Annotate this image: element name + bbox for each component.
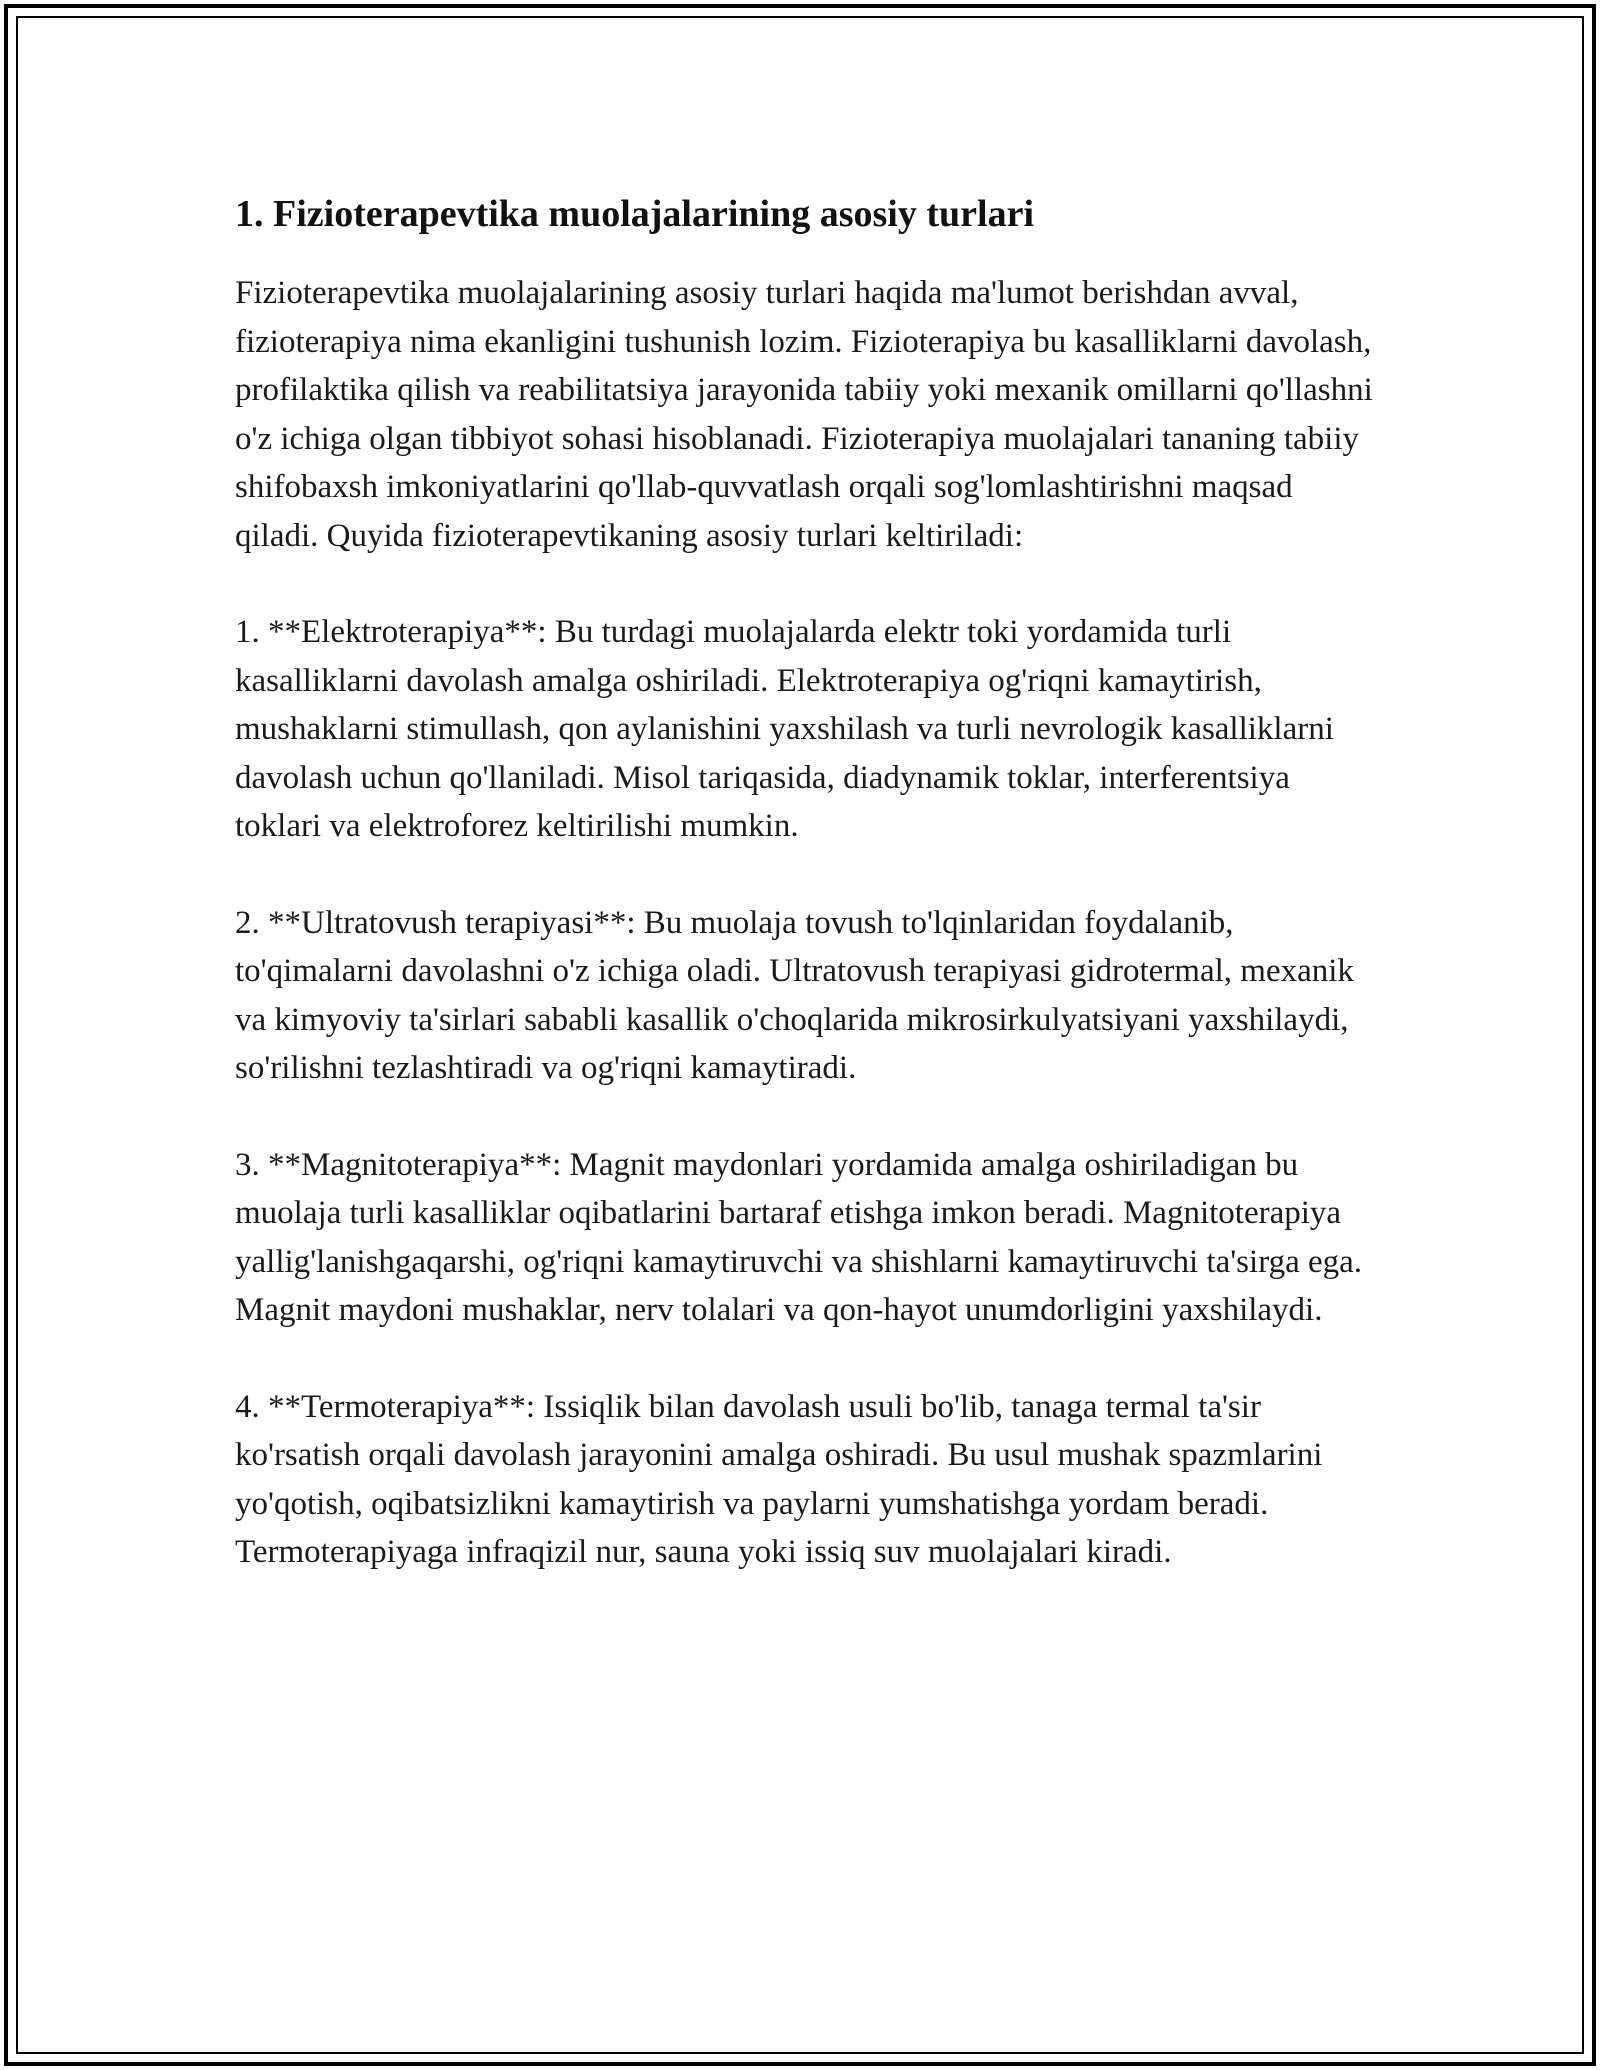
intro-paragraph: Fizioterapevtika muolajalarining asosiy turlari haqida ma'lumot berishdan avval, fizioterapiya nima ekanligini tushunish lozim. Fizioterapiya bu kasalliklarni davolash, profilaktika qilish va reabilitatsiya jarayonida tabiiy yoki mexanik omillarni qo'llashni o'z ichiga olgan tibbiyot sohasi hisoblanadi. Fizioterapiya muolajalari tananing tabiiy shifobaxsh imkoniyatlarini qo'llab-quvvatlash orqali sog'lomlashtirishni maqsad qiladi. Quyida fizioterapevtikaning asosiy turlari keltiriladi:: [235, 275, 1373, 554]
document-body: [235, 185, 1375, 1625]
paragraph-ultratovush-terapiyasi: 2. **Ultratovush terapiyasi**: Bu muolaja tovush to'lqinlaridan foydalanib, to'qimalarni davolashni o'z ichiga oladi. Ultratovush terapiyasi gidrotermal, mexanik va kimyoviy ta'sirlari sababli kasallik o'choqlarida mikrosirkulyatsiyani yaxshilaydi, so'rilishni tezlashtiradi va og'riqni kamaytiradi.: [235, 904, 1354, 1086]
paragraph-termoterapiya: 4. **Termoterapiya**: Issiqlik bilan davolash usuli bo'lib, tanaga termal ta'sir ko'rsatish orqali davolash jarayonini amalga oshiradi. Bu usul mushak spazmlarini yo'qotish, oqibatsizlikni kamaytirish va paylarni yumshatishga yordam beradi. Termoterapiyaga infraqizil nur, sauna yoki issiq suv muolajalari kiradi.: [235, 1388, 1323, 1570]
paragraph-magnitoterapiya: 3. **Magnitoterapiya**: Magnit maydonlari yordamida amalga oshiriladigan bu muolaja turli kasalliklar oqibatlarini bartaraf etishga imkon beradi. Magnitoterapiya yallig'lanishgaqarshi, og'riqni kamaytiruvchi va shishlarni kamaytiruvchi ta'sirga ega. Magnit maydoni mushaklar, nerv tolalari va qon-hayot unumdorligini yaxshilaydi.: [235, 1146, 1363, 1328]
paragraph-elektroterapiya: 1. **Elektroterapiya**: Bu turdagi muolajalarda elektr toki yordamida turli kasalliklarni davolash amalga oshiriladi. Elektroterapiya og'riqni kamaytirish, mushaklarni stimullash, qon aylanishini yaxshilash va turli nevrologik kasalliklarni davolash uchun qo'llaniladi. Misol tariqasida, diadynamik toklar, interferentsiya toklari va elektroforez keltirilishi mumkin.: [235, 614, 1334, 844]
section-title: 1. Fizioterapevtika muolajalarining asosiy turlari: [235, 193, 1035, 235]
